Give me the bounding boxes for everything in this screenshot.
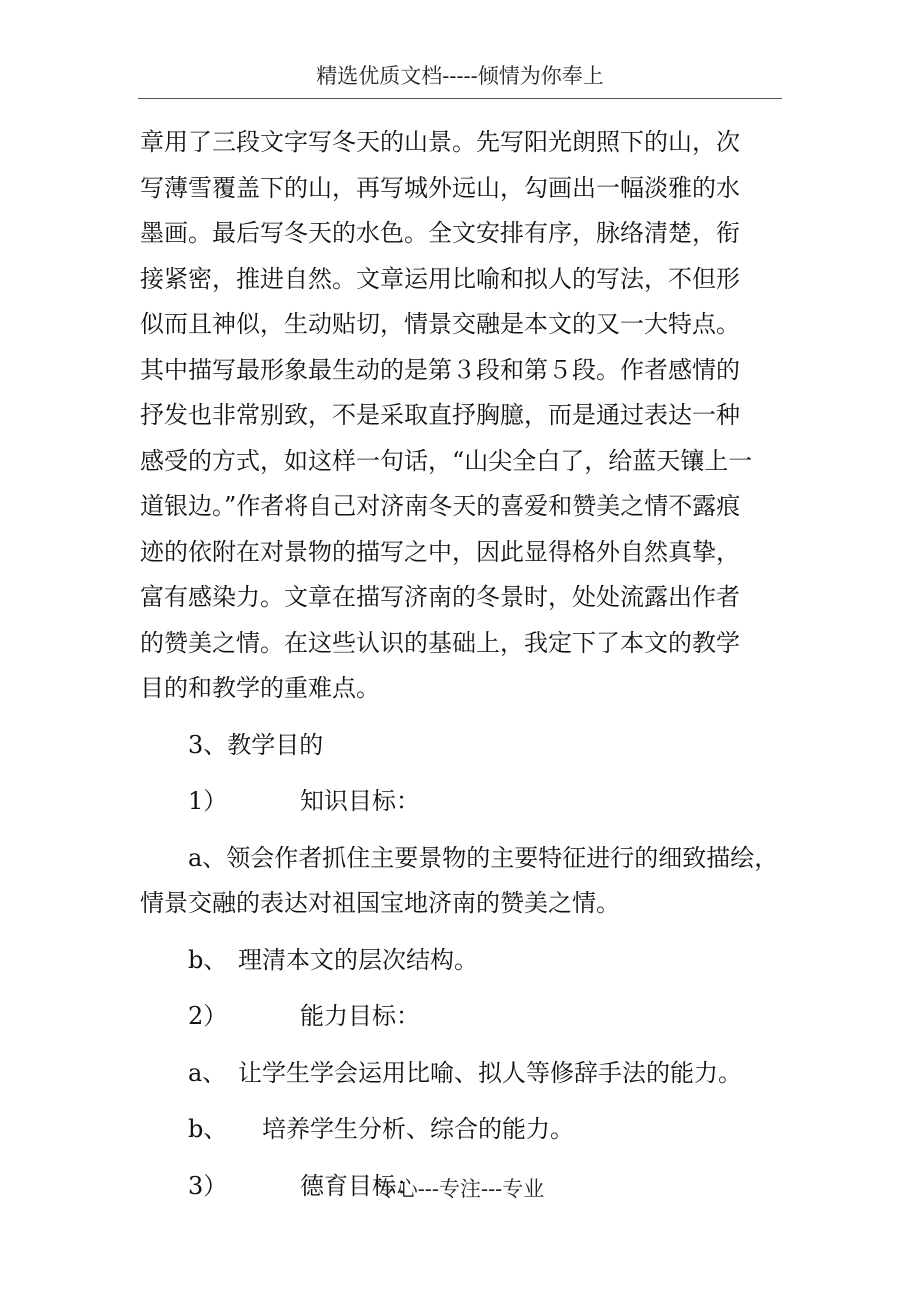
page-footer: 专心---专注---专业 [375,1177,545,1201]
spacer [140,1096,790,1107]
page-header: 精选优质文档-----倾情为你奉上 [316,64,604,88]
paragraph-line: 似而且神似，生动贴切，情景交融是本文的又一大特点。 [140,310,740,338]
ability-item-b-text: 培养学生分析、综合的能力。 [262,1115,574,1143]
section-heading-teaching-goals: 3、教学目的 [188,730,324,759]
spacer [140,1153,790,1164]
ability-item-a-marker: a、 [188,1058,227,1087]
paragraph-line: 道银边。”作者将自己对济南冬天的喜爱和赞美之情不露痕 [140,492,741,520]
spacer [140,1040,790,1051]
knowledge-item-b-text: 理清本文的层次结构。 [238,945,478,974]
paragraph-line: 接紧密，推进自然。文章运用比喻和拟人的写法，不但形 [140,264,740,293]
knowledge-goal-number: 1） [188,787,228,815]
ability-item-b [140,1107,790,1153]
paragraph-line: 的赞美之情。在这些认识的基础上，我定下了本文的教学 [140,628,740,657]
ability-item-b-marker: b、 [188,1115,228,1143]
knowledge-item-b-marker: b、 [188,945,228,974]
paragraph-line: 写薄雪覆盖下的山，再写城外远山，勾画出一幅淡雅的水 [140,173,740,202]
knowledge-item-b [140,938,790,984]
spacer [140,712,790,723]
spacer [140,927,790,938]
ability-item-a-text: 让学生学会运用比喻、拟人等修辞手法的能力。 [238,1058,742,1087]
document-body [140,120,790,1209]
spacer [140,983,790,994]
moral-goal-number: 3） [188,1171,228,1200]
paragraph-line: 章用了三段文字写冬天的山景。先写阳光朗照下的山，次 [140,128,740,156]
ability-item-a [140,1051,790,1097]
spacer [140,825,790,836]
ability-goal-number: 2） [188,1002,228,1030]
knowledge-item-a-line-2: 情景交融的表达对祖国宝地济南的赞美之情。 [140,889,620,917]
header-divider [138,98,782,99]
ability-goal-heading [140,994,790,1040]
ability-goal-title: 能力目标： [300,1002,420,1030]
paragraph-line: 感受的方式，如这样一句话，“山尖全白了，给蓝天镶上一 [140,446,753,475]
paragraph-line: 抒发也非常别致，不是采取直抒胸臆，而是通过表达一种 [140,401,740,429]
paragraph-line: 目的和教学的重难点。 [140,674,380,702]
knowledge-goal-title: 知识目标： [300,787,420,815]
paragraph-line: 富有感染力。文章在描写济南的冬景时，处处流露出作者 [140,583,740,611]
paragraph-line: 墨画。最后写冬天的水色。全文安排有序，脉络清楚，衔 [140,219,740,247]
knowledge-goal-heading [140,779,790,825]
paragraph-line: 其中描写最形象最生动的是第３段和第５段。作者感情的 [140,355,740,384]
moral-goal-title: 德育目标： [300,1171,420,1200]
knowledge-item-a-line-1: a、领会作者抓住主要景物的主要特征进行的细致描绘， [188,843,779,872]
spacer [140,768,790,779]
paragraph-line: 迹的依附在对景物的描写之中，因此显得格外自然真挚， [140,537,740,566]
